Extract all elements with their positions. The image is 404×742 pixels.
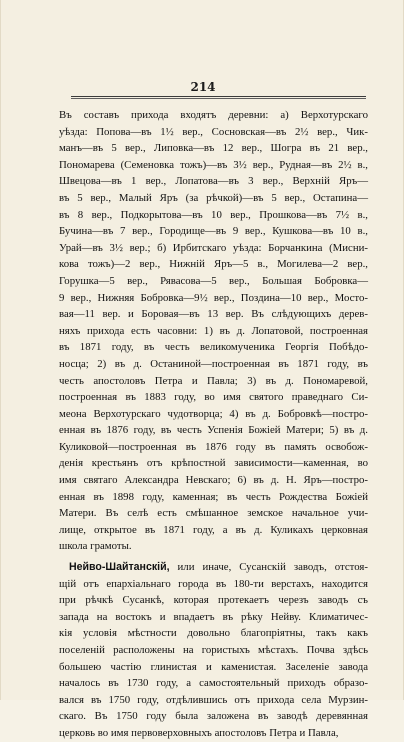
text-line: 9 вер., Нижняя Бобровка—9½ вер., Поздина—10 вер., Мосто- [59,291,368,304]
text-line: Пономарева (Семеновка тожъ)—въ 3½ вер., Рудная—въ 2½ в., [59,158,368,171]
text-line: вался въ 1750 году, отдѣлившись отъ прихода села Мурзин- [59,693,368,706]
text-line: щій отъ епархіальнаго города въ 180-ти верстахъ, находится [59,577,368,590]
text-line: енная въ 1876 году, въ честь Успенія Божіей Матери; 5) въ д. [59,424,368,437]
text-line-rest: или иначе, Сусанскій заводъ, отстоя- [169,561,368,574]
text-line: меона Верхотурскаго чудотворца; 4) въ д. Бобровкѣ—постро- [59,407,368,420]
text-line: уѣзда: Попова—въ 1½ вер., Сосновская—въ 2½ вер., Чик- [59,125,368,138]
text-line: носца; 2) въ д. Останиной—построенная въ 1871 году, въ [59,357,368,370]
text-line: въ 5 вер., Малый Яръ (за рѣчкой)—въ 5 вер., Остапина— [59,191,368,204]
text-line: построенная въ 1883 году, во имя святого праведнаго Си- [59,391,368,404]
paragraph-neivo-shaitansky [59,559,368,742]
text-line: денія крестьянъ отъ крѣпостной зависимости—каменная, во [59,457,368,470]
page-number: 214 [190,80,216,94]
text-line: въ 8 вер., Подкорытова—въ 10 вер., Прошкова—въ 7½ в., [59,208,368,221]
text-line: честь апостоловъ Петра и Павла; 3) въ д. Пономаревой, [59,374,368,387]
text-line: поселеній расположены на гористыхъ мѣстахъ. Почва здѣсь [59,644,368,656]
text-line: школа грамоты. [59,540,132,553]
text-line: началось въ 1730 году, а самостоятельный приходъ образо- [59,677,368,690]
text-line: церковь во имя первоверховныхъ апостоловъ Петра и Павла, [59,726,339,739]
body-text [59,107,368,742]
text-line: няхъ прихода есть часовни: 1) въ д. Лопатовой, построенная [59,324,368,337]
text-line: запада на востокъ и впадаетъ въ рѣку Нейву. Климатичес- [59,610,368,623]
text-line: Швецова—въ 1 вер., Лопатова—въ 3 вер., Верхній Яръ— [59,175,368,188]
text-line: Въ составъ прихода входятъ деревни: а) Верхотурскаго [59,109,368,121]
text-line: большею частію глинистая и каменистая. Заселеніе завода [59,660,368,673]
text-line: манъ—въ 5 вер., Липовка—въ 12 вер., Шогра въ 21 вер., [59,142,368,155]
text-line: скаго. Въ 1750 году была заложена въ заводѣ деревянная [59,710,368,723]
text-line: Матери. Въ селѣ есть смѣшанное земское начальное учи- [59,507,368,520]
text-line: кова тожъ)—2 вер., Нижній Яръ—5 в., Могилева—2 вер., [59,258,368,271]
text-line: вая—11 вер. и Боровая—въ 13 вер. Въ слѣдующихъ дерев- [59,308,368,321]
text-line: при рѣчкѣ Сусанкѣ, которая протекаетъ черезъ заводъ съ [59,594,368,607]
text-line: Куликовой—построенная въ 1876 году въ память освобож- [59,440,368,453]
text-line: Урай—въ 3½ вер.; б) Ирбитскаго уѣзда: Борчанкина (Мисни- [59,241,368,254]
text-line: енная въ 1898 году, каменная; въ честь Рождества Божіей [59,490,368,503]
text-line: лище, открытое въ 1871 году, а въ д. Куликахъ церковная [59,523,368,536]
text-line: имя святаго Александра Невскаго; 6) въ д. Н. Яръ—постро- [59,474,368,487]
header-rule-thin [71,98,366,99]
header-rule [71,96,366,97]
text-line: Бучина—въ 7 вер., Городище—въ 9 вер., Кушкова—въ 10 в., [59,225,368,238]
paragraph-parish-villages [59,107,368,559]
text-line: въ 1871 году, въ честь великомученика Георгія Побѣдо- [59,341,368,354]
text-line: кія условія мѣстности довольно благопріятны, такъ какъ [59,627,368,640]
paragraph-lead: Нейво-Шайтанскій, [69,561,170,574]
text-line [59,559,368,576]
text-line: Горушка—5 вер., Рявасова—5 вер., Большая Бобровка— [59,274,368,287]
